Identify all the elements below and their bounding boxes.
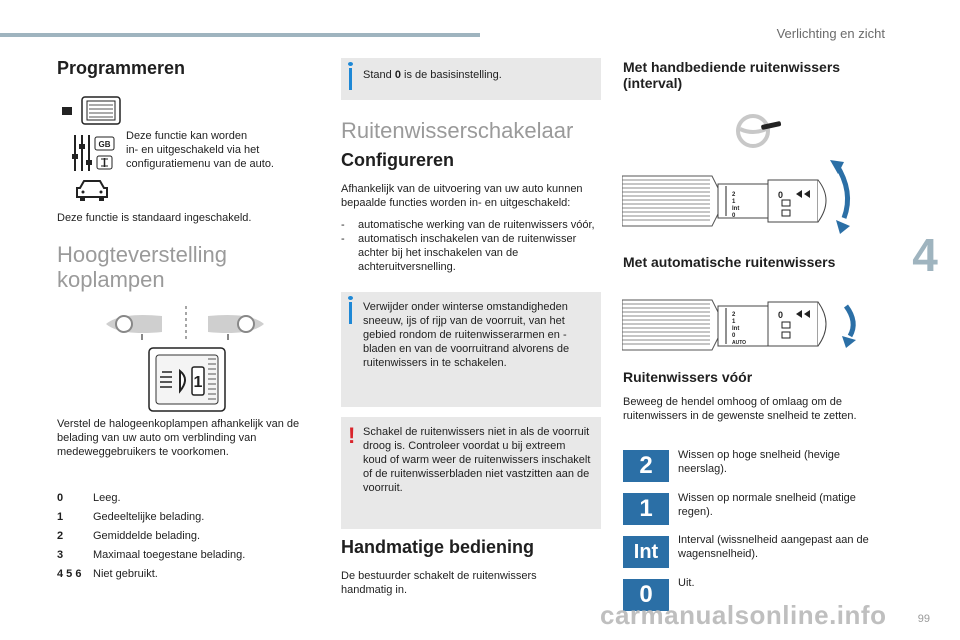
svg-text:2: 2 (732, 192, 736, 198)
position-text: Wissen op hoge snelheid (hevige neerslag). (678, 449, 841, 475)
programming-title: Programmeren (57, 58, 186, 78)
manual-operation-title: Handmatige bediening (341, 537, 535, 557)
warning-icon: ! (348, 423, 356, 448)
svg-text:AUTO: AUTO (732, 340, 747, 346)
screen-icon (60, 95, 124, 127)
list-item: - automatische werking van de ruitenwissers vóór, (341, 218, 596, 232)
info-box-basic (341, 58, 601, 100)
section-title: Verlichting en zicht (776, 26, 885, 41)
header-bar (0, 33, 480, 37)
wiper-stalk-manual-illustration (622, 156, 862, 244)
position-text: Wissen op normale snelheid (matige regen). (678, 492, 856, 518)
svg-text:0: 0 (732, 213, 736, 219)
info-winter-text: Verwijder onder winterse omstandigheden sneeuw, ijs of rijp van de voorruit, van het gebied rondom de ruitenwisserarmen en -bladen en van de voorruitrand alvorens de ruitenwissers in te schakelen. (363, 301, 570, 369)
watermark: carmanualsonline.info (600, 600, 887, 630)
headlight-title: Hoogteverstelling koplampen (57, 242, 227, 292)
manual-wipers-title: Met handbediende ruitenwissers (interval) (623, 59, 841, 91)
info-icon (349, 302, 352, 324)
load-row: 0 Leeg. (57, 492, 121, 504)
front-wipers-title: Ruitenwissers vóór (623, 369, 753, 385)
page-number: 99 (917, 613, 930, 625)
headlight-knob-label: 1 (193, 374, 203, 391)
svg-text:1: 1 (732, 199, 736, 205)
svg-text:1: 1 (732, 319, 736, 325)
auto-wipers-title: Met automatische ruitenwissers (623, 254, 836, 270)
load-row: 2 Gemiddelde belading. (57, 530, 201, 542)
chapter-number: 4 (912, 229, 938, 281)
position-badge-0: 0 (623, 579, 669, 611)
svg-text:Int: Int (732, 326, 740, 332)
position-text: Uit. (678, 577, 695, 589)
position-badge-int: Int (623, 536, 669, 568)
configure-title: Configureren (341, 150, 455, 170)
list-item: - automatisch inschakelen van de ruitenwisser achter bij het inschakelen van de achteruitversnelling. (341, 232, 596, 274)
wiper-stalk-auto-illustration (622, 286, 862, 360)
info-icon (349, 68, 352, 90)
svg-text:0: 0 (778, 190, 784, 200)
load-row: 1 Gedeeltelijke belading. (57, 511, 205, 523)
front-wipers-text: Beweeg de hendel omhoog of omlaag om de ruitenwissers in de gewenste snelheid te zetten. (623, 396, 857, 422)
load-row: 4 5 6 Niet gebruikt. (57, 568, 158, 580)
programming-default-note: Deze functie is standaard ingeschakeld. (57, 212, 252, 224)
configure-text: Afhankelijk van de uitvoering van uw auto kunnen bepaalde functies worden in- en uitgeschakeld: (341, 183, 583, 209)
load-row: 3 Maximaal toegestane belading. (57, 549, 246, 561)
programming-description: Deze functie kan worden in- en uitgeschakeld via het configuratiemenu van de auto. (126, 130, 274, 170)
info-basic-text: Stand 0 is de basisinstelling. (363, 69, 502, 81)
car-icon (74, 178, 110, 202)
info-box-winter (341, 292, 601, 407)
headlight-description: Verstel de halogeenkoplampen afhankelijk van de belading van uw auto om verblinding van medeweggebruikers te voorkomen. (57, 418, 300, 458)
svg-text:Int: Int (732, 206, 740, 212)
manual-operation-text: De bestuurder schakelt de ruitenwissers handmatig in. (341, 570, 537, 596)
position-text: Interval (wissnelheid aangepast aan de wagensnelheid). (678, 534, 869, 560)
svg-text:0: 0 (732, 333, 736, 339)
warning-dry-text: Schakel de ruitenwissers niet in als de voorruit droog is. Controleer voordat u bij extreem koud of warm weer de ruitenwissers inschakelt of de ruitenwisserbladen niet vastzitten aan de voorruit. (363, 426, 591, 494)
headlight-beam-illustration (100, 306, 270, 342)
configure-options (341, 218, 596, 274)
headlight-knob-illustration (148, 347, 228, 413)
svg-text:2: 2 (732, 312, 736, 318)
position-badge-1: 1 (623, 493, 669, 525)
config-menu-icon (70, 132, 118, 174)
steering-wheel-icon (735, 113, 783, 149)
svg-text:0: 0 (778, 310, 784, 320)
position-badge-2: 2 (623, 450, 669, 482)
warning-box-dry (341, 417, 601, 529)
wiper-switch-title: Ruitenwisserschakelaar (341, 118, 574, 143)
gb-icon-label: GB (98, 140, 111, 149)
